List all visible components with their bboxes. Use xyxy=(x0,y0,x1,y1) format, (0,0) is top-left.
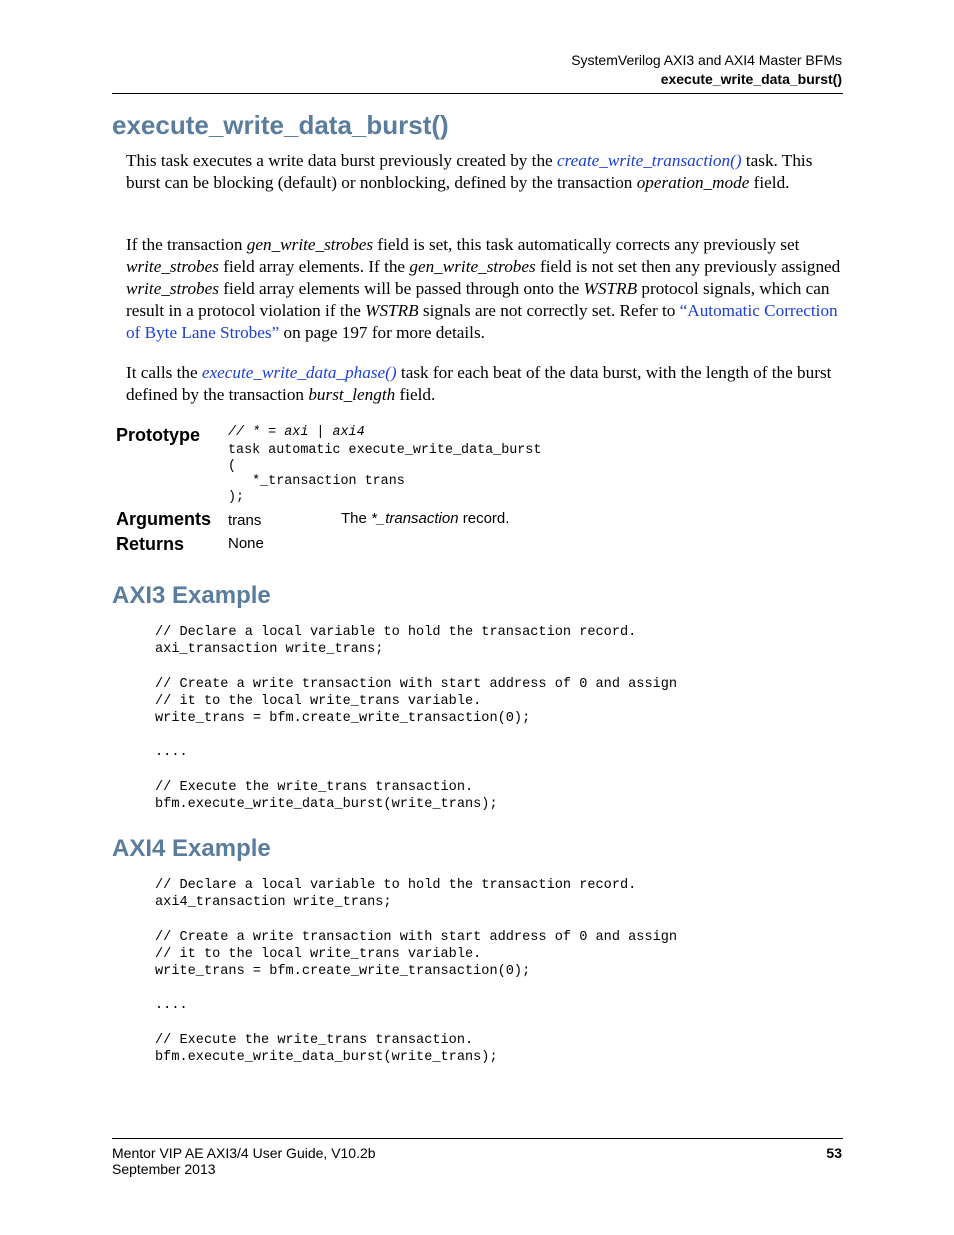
axi3-example-heading: AXI3 Example xyxy=(112,582,271,609)
axi4-example-code: // Declare a local variable to hold the transaction record. axi4_transaction write_trans; // Create a write transaction with start address of 0 and assign // it to the local write_trans variable. write_trans = bfm.create_write_transaction(0); .... // Execute the write_trans transaction. bfm.execute_write_data_burst(write_trans); xyxy=(155,878,678,1066)
argument-description: The *_transaction record. xyxy=(341,510,510,527)
page-number: 53 xyxy=(826,1145,842,1161)
prototype-label: Prototype xyxy=(116,425,201,445)
intro-paragraph-1: This task executes a write data burst previously created by the create_write_transaction() task. This burst can be blocking (default) or nonblocking, defined by the transaction operation_mode field. xyxy=(126,151,813,192)
arguments-label: Arguments xyxy=(116,509,212,529)
running-header-topic: execute_write_data_burst() xyxy=(660,71,842,87)
axi4-example-heading: AXI4 Example xyxy=(112,835,271,862)
execute-write-data-phase-link[interactable]: execute_write_data_phase() xyxy=(201,363,397,382)
page-title: execute_write_data_burst() xyxy=(112,110,449,140)
header-rule xyxy=(112,93,843,94)
create-write-transaction-link[interactable]: create_write_transaction() xyxy=(556,151,742,170)
returns-value: None xyxy=(228,535,264,552)
argument-name: trans xyxy=(228,512,262,529)
prototype-comment: // * = axi | axi4 xyxy=(228,425,365,440)
axi3-example-code: // Declare a local variable to hold the transaction record. axi_transaction write_trans; // Create a write transaction with start address of 0 and assign // it to the local write_trans variable. write_trans = bfm.create_write_transaction(0); .... // Execute the write_trans transaction. bfm.execute_write_data_burst(write_trans); xyxy=(155,625,678,813)
returns-label: Returns xyxy=(116,534,185,554)
footer-rule xyxy=(112,1138,843,1139)
intro-paragraph-2: If the transaction gen_write_strobes field is set, this task automatically corrects any previously set write_strobes field array elements. If the gen_write_strobes field is not set then any previously assigned write_strobes field array elements will be passed through onto the WSTRB protocol signals, which can result in a protocol violation if the WSTRB signals are not correctly set. Refer to “Automatic Correction of Byte Lane Strobes” on page 197 for more details. xyxy=(126,235,841,342)
intro-paragraph-3: It calls the execute_write_data_phase() task for each beat of the data burst, with the length of the burst defined by the transaction burst_length field. xyxy=(126,363,832,404)
prototype-code: task automatic execute_write_data_burst ( *_transaction trans ); xyxy=(228,443,542,505)
footer-date: September 2013 xyxy=(112,1161,216,1177)
running-header-section: SystemVerilog AXI3 and AXI4 Master BFMs xyxy=(571,52,842,68)
footer-doc-title: Mentor VIP AE AXI3/4 User Guide, V10.2b xyxy=(112,1145,376,1161)
byte-lane-strobes-link[interactable]: “Automatic Correction of Byte Lane Strobes” xyxy=(126,301,838,342)
